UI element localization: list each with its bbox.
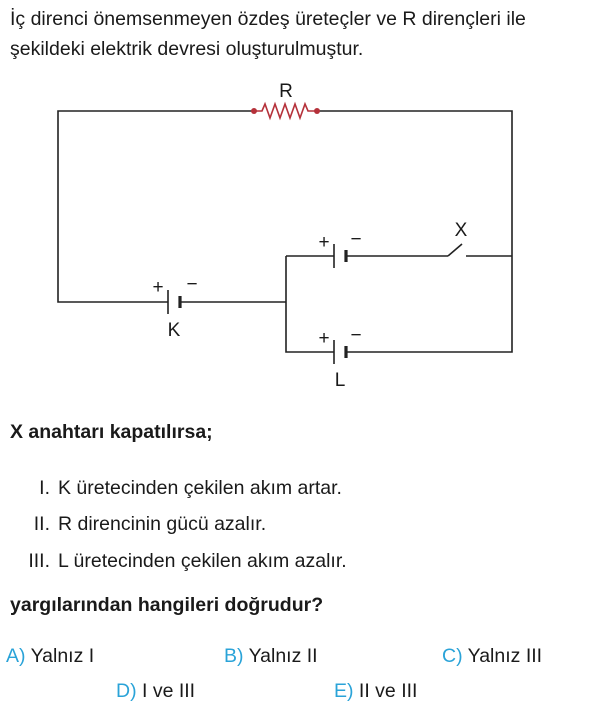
option-key: A) — [6, 645, 26, 667]
battery-upper — [334, 244, 346, 268]
battery-k-minus: − — [186, 274, 198, 295]
option-key: E) — [334, 680, 354, 702]
resistor-label: R — [279, 81, 293, 102]
question-intro: İç direnci önemsenmeyen özdeş üreteçler ve R dirençleri ile şekildeki elektrik devresi oluşturulmuştur. — [10, 8, 526, 60]
option-key: B) — [224, 645, 244, 667]
option-key: C) — [442, 645, 463, 667]
battery-k-label: K — [167, 320, 181, 341]
option-text: II ve III — [358, 680, 418, 702]
switch-x — [448, 244, 462, 256]
option-text: I ve III — [142, 680, 196, 702]
battery-l-label: L — [334, 370, 346, 391]
option-text: Yalnız II — [248, 645, 318, 667]
statement-number: I. — [39, 477, 50, 499]
option-b[interactable] — [224, 643, 318, 669]
option-a[interactable] — [6, 643, 94, 669]
question-prompt: yargılarından hangileri doğrudur? — [10, 594, 324, 616]
wire-top-left — [58, 111, 254, 302]
option-text: Yalnız I — [30, 645, 95, 667]
question-stem: X anahtarı kapatılırsa; — [10, 421, 213, 443]
statement-text: L üretecinden çekilen akım azalır. — [58, 550, 347, 572]
battery-upper-plus: + — [318, 232, 330, 253]
statement-number: II. — [33, 513, 50, 535]
circuit-diagram — [0, 70, 606, 400]
option-c[interactable] — [442, 643, 542, 669]
battery-l — [334, 340, 346, 364]
statement-number: III. — [28, 550, 50, 572]
statement-text: K üretecinden çekilen akım artar. — [58, 477, 342, 499]
option-text: Yalnız III — [467, 645, 543, 667]
battery-k — [168, 290, 180, 314]
battery-l-plus: + — [318, 328, 330, 349]
option-d[interactable] — [116, 678, 195, 704]
statement-text: R direncinin gücü azalır. — [58, 513, 267, 535]
wire-top-right — [317, 111, 512, 352]
switch-label: X — [454, 220, 468, 241]
battery-k-plus: + — [152, 277, 164, 298]
resistor-r — [251, 104, 320, 118]
battery-l-minus: − — [350, 325, 362, 346]
option-key: D) — [116, 680, 137, 702]
option-e[interactable] — [334, 678, 417, 704]
battery-upper-minus: − — [350, 229, 362, 250]
